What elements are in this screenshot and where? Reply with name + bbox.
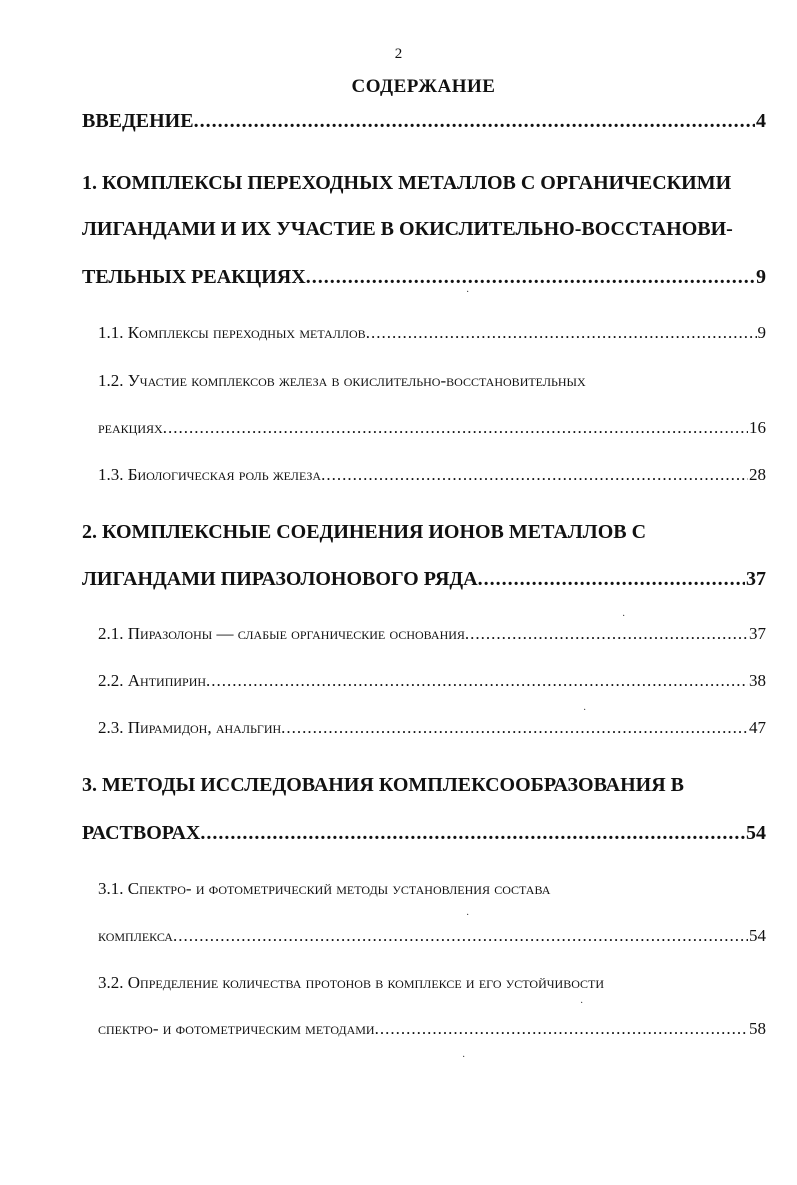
toc-page-number: 16 (749, 418, 766, 437)
toc-entry-1-2[interactable] (98, 418, 766, 438)
dot-leader (375, 1019, 748, 1039)
toc-page-number: 37 (746, 568, 766, 590)
toc-entry-2-3[interactable] (98, 718, 766, 738)
toc-page-number: 37 (749, 624, 766, 643)
dot-leader (281, 718, 748, 738)
dot-leader (163, 418, 748, 438)
scan-speck: · (580, 998, 584, 1009)
dot-leader (306, 266, 755, 289)
dot-leader (200, 822, 745, 845)
toc-entry-text: 2.1. Пиразолоны — слабые органические основания (98, 624, 465, 643)
toc-page-number: 9 (757, 323, 766, 342)
toc-entry-3-2-line-1[interactable]: 3.2. Определение количества протонов в комплексе и его устойчивости (98, 973, 605, 992)
toc-entry-3-1-line-1[interactable]: 3.1. Спектро- и фотометрический методы установления состава (98, 879, 551, 898)
dot-leader (465, 624, 748, 644)
toc-entry-text: 1.1. Комплексы переходных металлов (98, 323, 366, 342)
toc-entry-text: РАСТВОРАХ (82, 822, 201, 844)
toc-entry-3-2[interactable] (98, 1019, 766, 1039)
toc-page-number: 54 (746, 822, 766, 844)
toc-page-number: 4 (756, 110, 766, 132)
toc-entry-1-2-line-1[interactable]: 1.2. Участие комплексов железа в окислительно-восстановительных (98, 371, 586, 390)
dot-leader (206, 671, 748, 691)
toc-entry-chapter-3[interactable] (82, 822, 766, 845)
dot-leader (478, 568, 745, 591)
toc-chapter-2-line-1[interactable]: 2. КОМПЛЕКСНЫЕ СОЕДИНЕНИЯ ИОНОВ МЕТАЛЛОВ С (82, 521, 647, 543)
toc-page-number: 54 (749, 926, 766, 945)
page-title: СОДЕРЖАНИЕ (351, 76, 496, 97)
toc-entry-3-1[interactable] (98, 926, 766, 946)
dot-leader (194, 110, 755, 133)
dot-leader (173, 926, 748, 946)
toc-entry-chapter-2[interactable] (82, 568, 766, 591)
toc-entry-text: 2.2. Антипирин (98, 671, 207, 690)
toc-entry-text: 2.3. Пирамидон, анальгин (98, 718, 282, 737)
toc-chapter-3-line-1[interactable]: 3. МЕТОДЫ ИССЛЕДОВАНИЯ КОМПЛЕКСООБРАЗОВАНИЯ В (82, 774, 684, 796)
toc-entry-text: ТЕЛЬНЫХ РЕАКЦИЯХ (82, 266, 306, 288)
toc-chapter-1-line-2[interactable]: ЛИГАНДАМИ И ИХ УЧАСТИЕ В ОКИСЛИТЕЛЬНО-ВОССТАНОВИ- (82, 218, 733, 240)
scan-speck: · (622, 611, 626, 622)
toc-page-number: 38 (749, 671, 766, 690)
toc-page-number: 9 (756, 266, 766, 288)
scan-speck: · (466, 910, 470, 921)
toc-page-number: 47 (749, 718, 766, 737)
scan-speck: · (583, 705, 587, 716)
toc-entry-text: ЛИГАНДАМИ ПИРАЗОЛОНОВОГО РЯДА (82, 568, 478, 590)
toc-entry-chapter-1[interactable] (82, 266, 766, 289)
toc-entry-text: 1.3. Биологическая роль железа (98, 465, 322, 484)
toc-page-number: 58 (749, 1019, 766, 1038)
toc-entry-1-3[interactable] (98, 465, 766, 485)
toc-entry-intro[interactable] (82, 110, 766, 133)
toc-entry-2-2[interactable] (98, 671, 766, 691)
scan-speck: · (462, 1052, 466, 1063)
toc-entry-text: спектро- и фотометрическим методами (98, 1019, 375, 1038)
toc-entry-1-1[interactable] (98, 323, 766, 343)
toc-entry-text: ВВЕДЕНИЕ (82, 110, 194, 132)
scan-speck: · (466, 287, 470, 298)
dot-leader (366, 323, 757, 343)
dot-leader (321, 465, 748, 485)
toc-entry-text: реакциях (98, 418, 163, 437)
toc-chapter-1-line-1[interactable]: 1. КОМПЛЕКСЫ ПЕРЕХОДНЫХ МЕТАЛЛОВ С ОРГАНИЧЕСКИМИ (82, 172, 732, 194)
toc-entry-text: комплекса (98, 926, 173, 945)
page-number: 2 (394, 46, 403, 62)
toc-page-number: 28 (749, 465, 766, 484)
toc-entry-2-1[interactable] (98, 624, 766, 644)
